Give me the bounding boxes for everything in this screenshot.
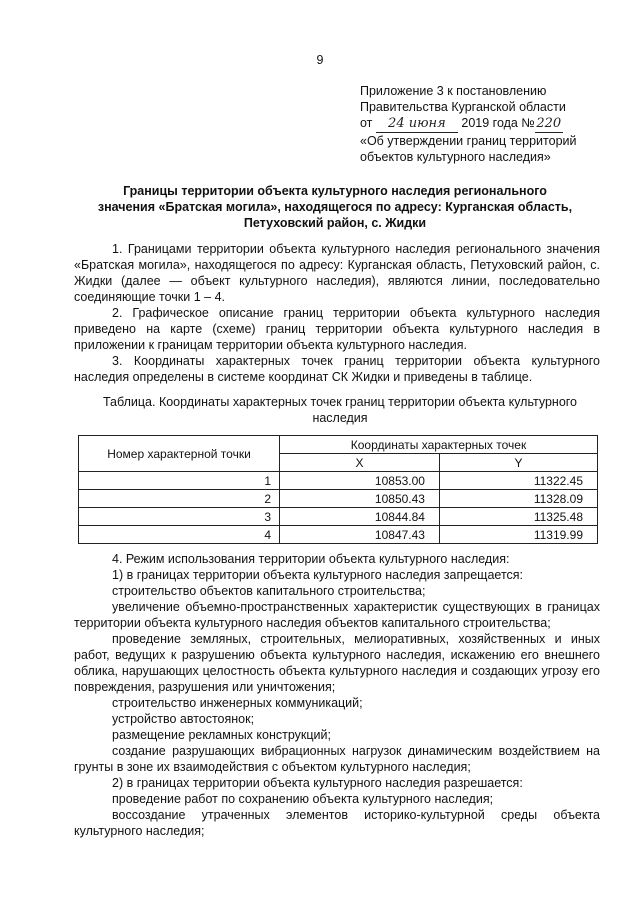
coord-x: 10847.43 [280,526,440,544]
regime-item: создание разрушающих вибрационных нагрузок динамическим воздействием на грунты в зоне их взаимодействия с объектом культурного наследия; [74,744,600,774]
regime-item: проведение работ по сохранению объекта культурного наследия; [112,792,494,806]
coord-x: 10844.84 [280,508,440,526]
title-line-1: Границы территории объекта культурного наследия регионального [123,184,547,198]
point-number: 1 [79,472,280,490]
table-row [79,490,598,508]
regime-item: строительство объектов капитального строительства; [112,584,426,598]
coord-y: 11322.45 [439,472,597,490]
table-row [79,526,598,544]
table-row [79,508,598,526]
appendix-line-1: Приложение 3 к постановлению [360,84,547,98]
handwritten-date: 24 июня [376,116,458,133]
regime-item: размещение рекламных конструкций; [112,728,331,742]
appendix-date-line [360,115,620,133]
appendix-block [360,83,620,165]
coord-x: 10853.00 [280,472,440,490]
header-point-number: Номер характерной точки [79,436,280,472]
regime-item: воссоздание утраченных элементов историко-культурной среды объекта культурного наследия; [74,808,600,838]
intro-section [74,241,600,385]
appendix-line-5: объектов культурного наследия» [360,150,551,164]
title-line-2: значения «Братская могила», находящегося по адресу: Курганская область, [97,200,573,214]
coord-y: 11319.99 [439,526,597,544]
point-number: 2 [79,490,280,508]
point-number: 4 [79,526,280,544]
handwritten-number: 220 [536,116,562,131]
point-number: 3 [79,508,280,526]
regime-allowed-heading: 2) в границах территории объекта культурного наследия разрешается: [112,776,523,790]
date-prefix: от [360,116,373,130]
appendix-line-2: Правительства Курганской области [360,100,566,114]
regime-heading: 4. Режим использования территории объекта культурного наследия: [112,552,510,566]
coord-y: 11328.09 [439,490,597,508]
regime-item: увеличение объемно-пространственных характеристик существующих в границах территории объекта культурного наследия объектов капитального строительства; [74,600,600,630]
header-coordinates: Координаты характерных точек [280,436,598,454]
header-y: Y [439,454,597,472]
table-caption-line-1: Таблица. Координаты характерных точек границ территории объекта культурного [102,395,578,409]
paragraph-2: 2. Графическое описание границ территории объекта культурного наследия приведено на карте (схеме) границ территории объекта культурного наследия в приложении к границам территории объекта культурного наследия. [74,306,600,352]
paragraph-3: 3. Координаты характерных точек границ территории объекта культурного наследия определены в системе координат СК Жидки и приведены в таблице. [74,354,600,384]
paragraph-1: 1. Границами территории объекта культурного наследия регионального значения «Братская могила», находящегося по адресу: Курганская область, Петуховский район, с. Жидки (далее — объект культурного наследия), являются линии, последовательно соединяющие точки 1 – 4. [74,242,600,304]
table-row [79,472,598,490]
table-header-row [79,436,598,454]
title-line-3: Петуховский район, с. Жидки [243,216,427,230]
document-title [70,183,600,231]
coordinates-table [78,435,598,544]
regime-section [74,551,600,839]
table-caption [80,394,600,426]
coord-y: 11325.48 [439,508,597,526]
regime-item: проведение земляных, строительных, мелиоративных, хозяйственных и иных работ, ведущих к разрушению объекта культурного наследия, искажению его внешнего облика, нарушающих целостность объекта культурного наследия и создающих угрозу его повреждения, разрушения или уничтожения; [74,632,600,694]
page-number: 9 [316,53,324,67]
coord-x: 10850.43 [280,490,440,508]
year-text: 2019 года № [461,116,535,130]
regime-prohibited-heading: 1) в границах территории объекта культурного наследия запрещается: [112,568,524,582]
regime-item: устройство автостоянок; [112,712,255,726]
table-caption-line-2: наследия [312,411,368,425]
appendix-line-4: «Об утверждении границ территорий [360,134,577,148]
regime-item: строительство инженерных коммуникаций; [112,696,363,710]
header-x: X [280,454,440,472]
